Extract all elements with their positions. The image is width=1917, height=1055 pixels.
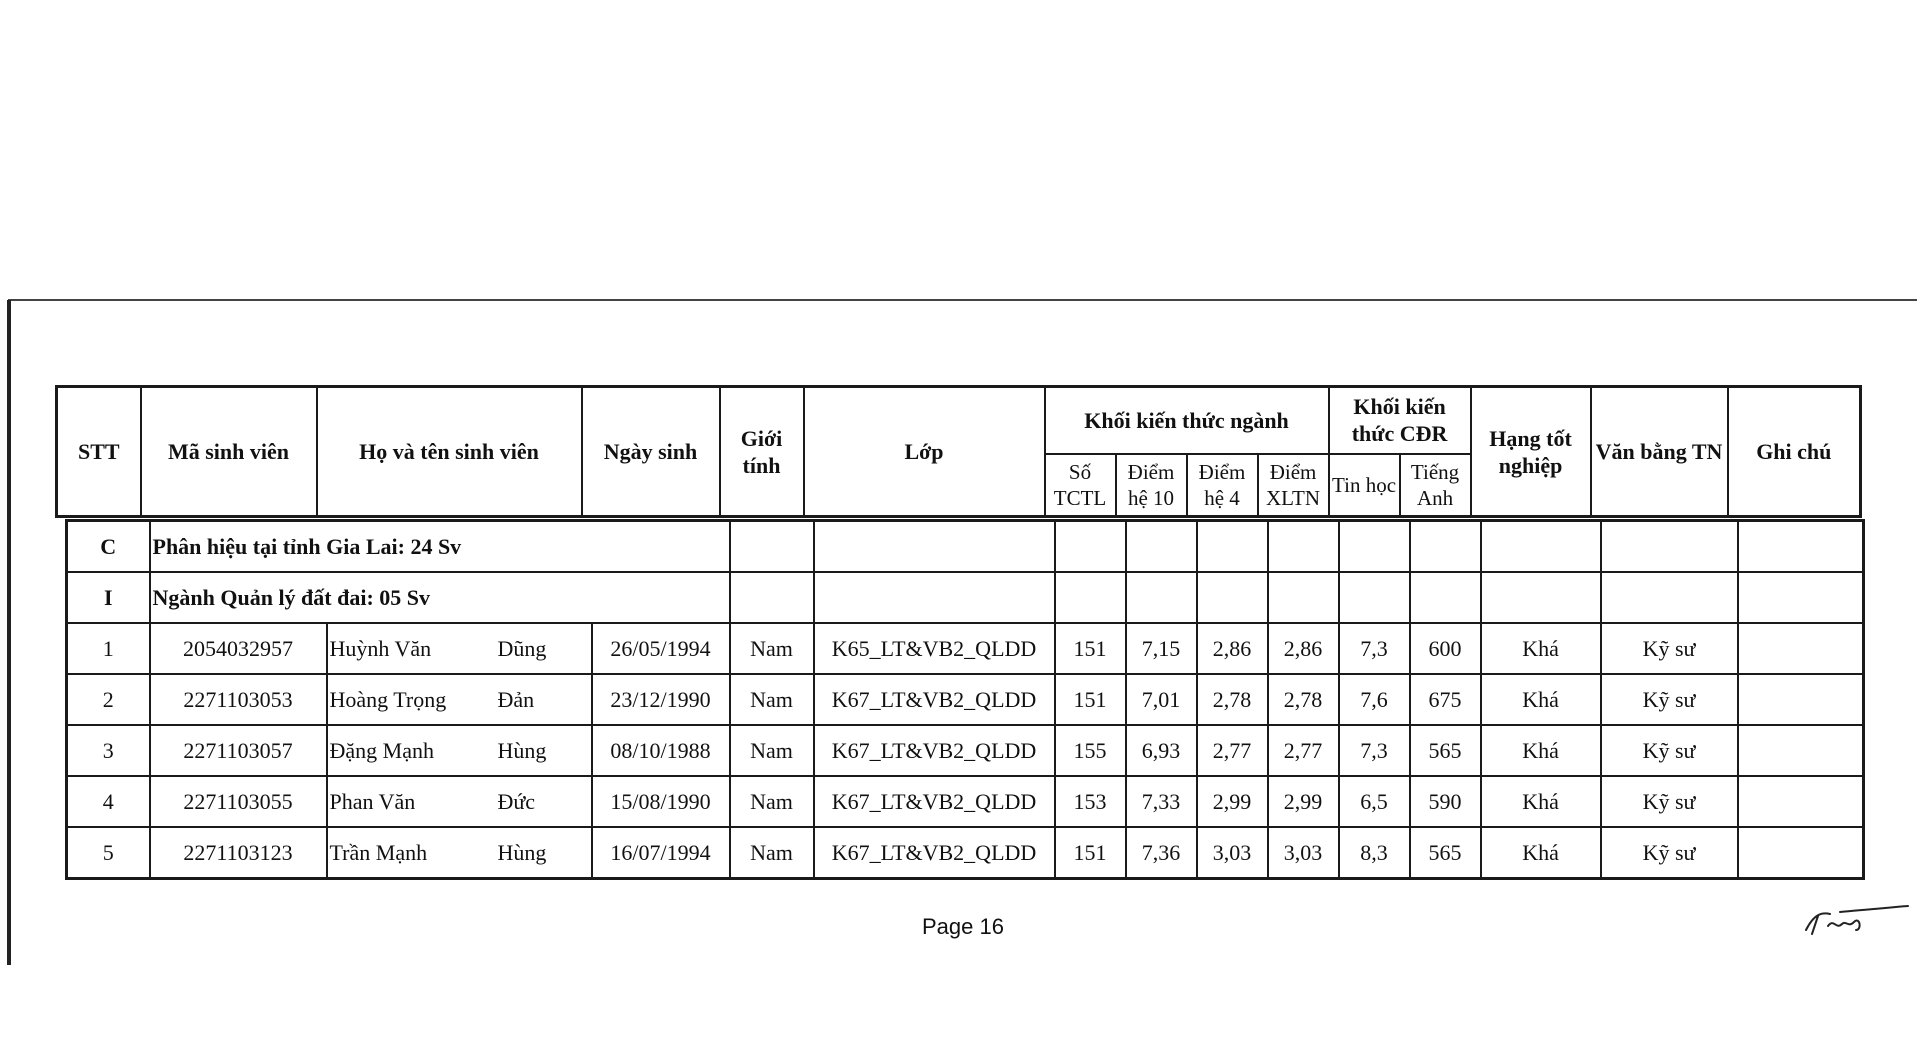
cell-student-id: 2054032957 (150, 623, 327, 674)
group-label: Ngành Quản lý đất đai: 05 Sv (150, 572, 730, 623)
table-row (67, 725, 1864, 776)
header-degree: Văn bằng TN (1591, 387, 1728, 517)
header-it: Tin học (1329, 454, 1400, 517)
cell-grad-rank: Khá (1481, 776, 1601, 827)
cell-score-xltn: 2,77 (1268, 725, 1339, 776)
cell-gender: Nam (730, 725, 814, 776)
cell-birth-date: 23/12/1990 (592, 674, 730, 725)
cell-english: 675 (1410, 674, 1481, 725)
cell-degree: Kỹ sư (1601, 827, 1738, 879)
cell-full-name (327, 674, 592, 725)
cell-english: 600 (1410, 623, 1481, 674)
cell-last-name: Trần Mạnh (329, 839, 428, 865)
cell-first-name: Hùng (497, 737, 547, 763)
cell-class: K67_LT&VB2_QLDD (814, 776, 1055, 827)
cell-it: 8,3 (1339, 827, 1410, 879)
group-label: Phân hiệu tại tỉnh Gia Lai: 24 Sv (150, 521, 730, 573)
cell-it: 7,3 (1339, 623, 1410, 674)
cell-stt: 2 (67, 674, 150, 725)
group-code: C (67, 521, 150, 573)
cell-birth-date: 15/08/1990 (592, 776, 730, 827)
cell-last-name: Phan Văn (329, 788, 416, 814)
cell-credits: 151 (1055, 623, 1126, 674)
cell-notes (1738, 725, 1864, 776)
page-number: Page 16 (922, 914, 1004, 939)
cell-student-id: 2271103053 (150, 674, 327, 725)
cell-full-name (327, 827, 592, 879)
cell-grad-rank: Khá (1481, 827, 1601, 879)
cell-degree: Kỹ sư (1601, 725, 1738, 776)
header-output-block: Khối kiến thức CĐR (1329, 387, 1471, 454)
cell-grad-rank: Khá (1481, 623, 1601, 674)
cell-last-name: Hoàng Trọng (329, 686, 447, 712)
table-body (65, 519, 1865, 880)
group-row-major (67, 572, 1864, 623)
cell-it: 7,6 (1339, 674, 1410, 725)
cell-credits: 151 (1055, 674, 1126, 725)
header-student-id: Mã sinh viên (141, 387, 317, 517)
header-birth-date: Ngày sinh (582, 387, 720, 517)
header-gender: Giới tính (720, 387, 804, 517)
cell-notes (1738, 827, 1864, 879)
cell-grad-rank: Khá (1481, 725, 1601, 776)
cell-student-id: 2271103055 (150, 776, 327, 827)
cell-birth-date: 26/05/1994 (592, 623, 730, 674)
cell-score-10: 7,01 (1126, 674, 1197, 725)
cell-student-id: 2271103123 (150, 827, 327, 879)
cell-score-4: 3,03 (1197, 827, 1268, 879)
cell-it: 6,5 (1339, 776, 1410, 827)
cell-first-name: Hùng (497, 839, 547, 865)
cell-full-name (327, 725, 592, 776)
table-row (67, 776, 1864, 827)
scan-edge-left (7, 300, 11, 965)
header-score-10: Điểm hệ 10 (1116, 454, 1187, 517)
table-header (55, 385, 1862, 518)
cell-score-4: 2,77 (1197, 725, 1268, 776)
cell-first-name: Dũng (497, 635, 547, 661)
cell-english: 565 (1410, 827, 1481, 879)
cell-score-10: 7,15 (1126, 623, 1197, 674)
cell-gender: Nam (730, 674, 814, 725)
header-score-4: Điểm hệ 4 (1187, 454, 1258, 517)
cell-score-10: 7,33 (1126, 776, 1197, 827)
cell-stt: 4 (67, 776, 150, 827)
cell-score-4: 2,78 (1197, 674, 1268, 725)
cell-score-4: 2,86 (1197, 623, 1268, 674)
cell-last-name: Huỳnh Văn (329, 635, 432, 661)
cell-first-name: Đức (497, 788, 536, 814)
cell-notes (1738, 623, 1864, 674)
table-row (67, 623, 1864, 674)
cell-grad-rank: Khá (1481, 674, 1601, 725)
cell-score-10: 6,93 (1126, 725, 1197, 776)
cell-it: 7,3 (1339, 725, 1410, 776)
cell-birth-date: 08/10/1988 (592, 725, 730, 776)
cell-birth-date: 16/07/1994 (592, 827, 730, 879)
cell-last-name: Đặng Mạnh (329, 737, 434, 763)
cell-english: 565 (1410, 725, 1481, 776)
cell-score-4: 2,99 (1197, 776, 1268, 827)
cell-credits: 151 (1055, 827, 1126, 879)
cell-student-id: 2271103057 (150, 725, 327, 776)
header-class: Lớp (804, 387, 1045, 517)
cell-score-xltn: 2,99 (1268, 776, 1339, 827)
header-english: Tiếng Anh (1400, 454, 1471, 517)
cell-full-name (327, 623, 592, 674)
cell-gender: Nam (730, 623, 814, 674)
cell-score-xltn: 3,03 (1268, 827, 1339, 879)
cell-class: K67_LT&VB2_QLDD (814, 725, 1055, 776)
table-row (67, 674, 1864, 725)
scan-edge-top (8, 299, 1917, 301)
cell-stt: 3 (67, 725, 150, 776)
table-row (67, 827, 1864, 879)
cell-first-name: Đản (497, 686, 535, 712)
cell-english: 590 (1410, 776, 1481, 827)
cell-full-name (327, 776, 592, 827)
cell-degree: Kỹ sư (1601, 776, 1738, 827)
cell-score-xltn: 2,86 (1268, 623, 1339, 674)
cell-gender: Nam (730, 776, 814, 827)
header-full-name: Họ và tên sinh viên (317, 387, 582, 517)
group-code: I (67, 572, 150, 623)
cell-class: K65_LT&VB2_QLDD (814, 623, 1055, 674)
cell-stt: 1 (67, 623, 150, 674)
signature-mark (1800, 900, 1910, 940)
cell-degree: Kỹ sư (1601, 623, 1738, 674)
cell-credits: 155 (1055, 725, 1126, 776)
header-credits: Số TCTL (1045, 454, 1116, 517)
cell-notes (1738, 776, 1864, 827)
header-major-block: Khối kiến thức ngành (1045, 387, 1329, 454)
cell-stt: 5 (67, 827, 150, 879)
cell-degree: Kỹ sư (1601, 674, 1738, 725)
cell-score-10: 7,36 (1126, 827, 1197, 879)
header-grad-rank: Hạng tốt nghiệp (1471, 387, 1591, 517)
cell-credits: 153 (1055, 776, 1126, 827)
cell-notes (1738, 674, 1864, 725)
cell-score-xltn: 2,78 (1268, 674, 1339, 725)
cell-gender: Nam (730, 827, 814, 879)
cell-class: K67_LT&VB2_QLDD (814, 674, 1055, 725)
group-row-campus (67, 521, 1864, 573)
cell-class: K67_LT&VB2_QLDD (814, 827, 1055, 879)
header-notes: Ghi chú (1728, 387, 1861, 517)
header-stt: STT (57, 387, 141, 517)
header-score-xltn: Điểm XLTN (1258, 454, 1329, 517)
